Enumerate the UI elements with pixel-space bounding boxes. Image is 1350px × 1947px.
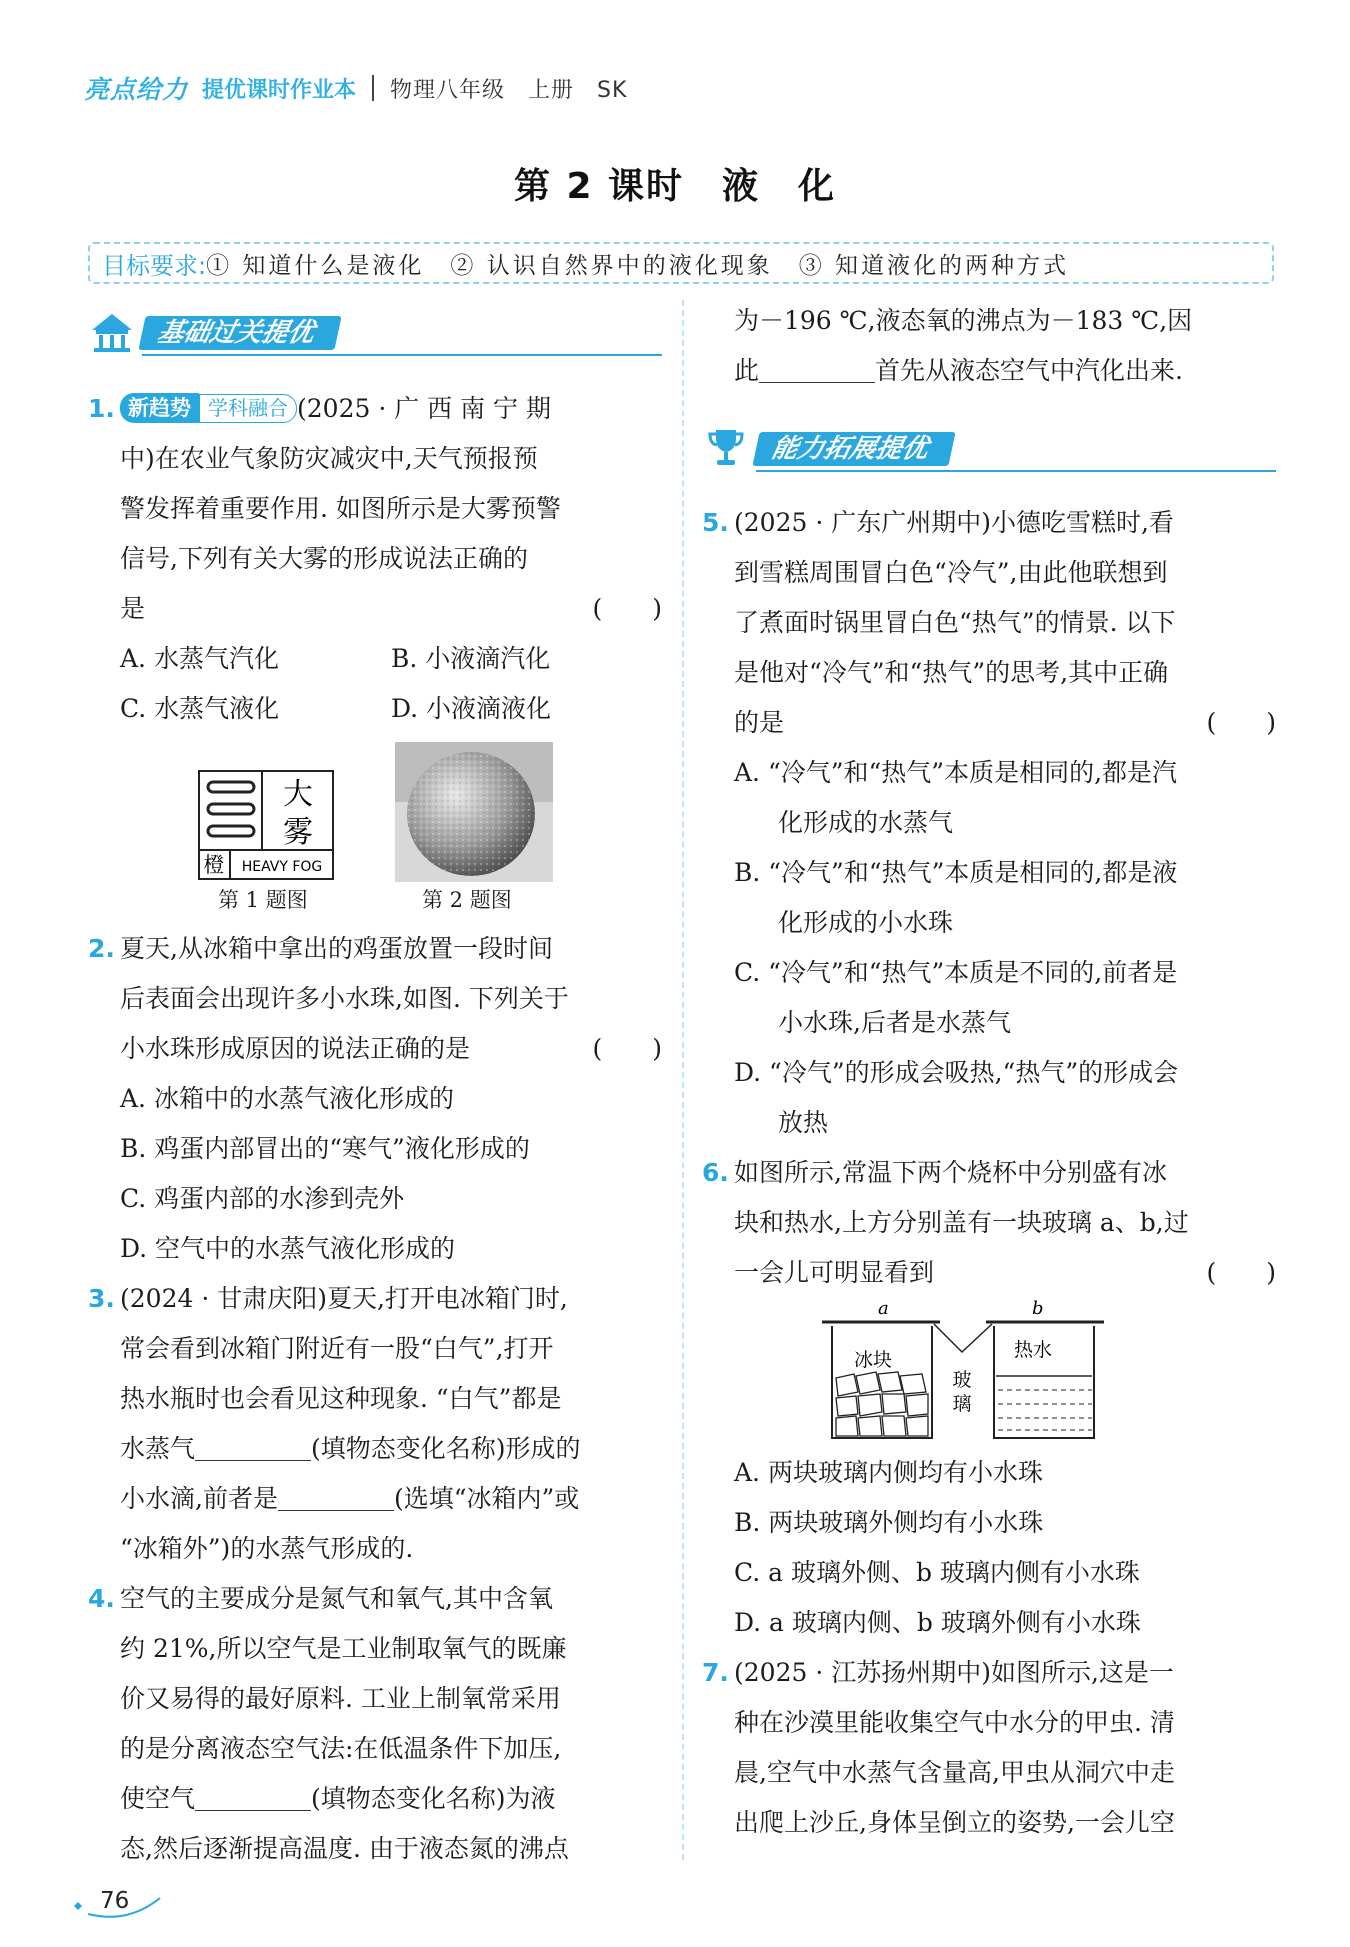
discipline-badge: 学科融合 xyxy=(199,394,297,423)
figure-6 xyxy=(702,1298,1276,1448)
q1-line-5 xyxy=(88,584,662,634)
section-title-extend: 能力拓展提优 xyxy=(752,432,955,466)
q1-option-b: B. 小液滴汽化 xyxy=(391,644,551,673)
q5-option-d-1: D. “冷气”的形成会吸热,“热气”的形成会 xyxy=(734,1058,1179,1087)
right-column xyxy=(702,498,1276,1848)
q4-text-8a: 此 xyxy=(734,356,760,385)
q6-option-a: A. 两块玻璃内侧均有小水珠 xyxy=(734,1458,1043,1487)
q7-line-4: 出爬上沙丘,身体呈倒立的姿势,一会儿空 xyxy=(734,1808,1175,1837)
fog-warning-sign xyxy=(198,770,334,880)
q4-line-1 xyxy=(88,1574,662,1624)
q3-text-1: (2024 · 甘肃庆阳)夏天,打开电冰箱门时, xyxy=(120,1284,568,1313)
q1-options-row-2 xyxy=(88,684,662,734)
egg-photo xyxy=(395,742,553,882)
sign-color-label: 橙 xyxy=(203,853,225,877)
q1-line-3: 警发挥着重要作用. 如图所示是大雾预警 xyxy=(120,494,561,523)
q5-option-c-1: C. “冷气”和“热气”本质是不同的,前者是 xyxy=(734,958,1178,987)
q1-line-1 xyxy=(88,384,662,434)
brand-logo: 亮点给力 xyxy=(84,75,189,104)
page-number: 76 xyxy=(100,1888,130,1914)
sign-char-big: 大 xyxy=(283,777,313,812)
q1-source: (2025 · 广 西 南 宁 期 xyxy=(297,394,552,423)
q6-line-3 xyxy=(702,1248,1276,1298)
q4-text-1: 空气的主要成分是氮气和氧气,其中含氧 xyxy=(120,1584,553,1613)
building-icon xyxy=(88,308,136,356)
glass-a-label: a xyxy=(878,1298,889,1319)
q6-option-d: D. a 玻璃内侧、b 玻璃外侧有小水珠 xyxy=(734,1608,1141,1637)
q1-line-2: 中)在农业气象防灾减灾中,天气预报预 xyxy=(120,444,538,473)
q5-line-3: 了煮面时锅里冒白色“热气”的情景. 以下 xyxy=(734,608,1176,637)
q5-line-2: 到雪糕周围冒白色“冷气”,由此他联想到 xyxy=(734,558,1168,587)
q5-line-4: 是他对“冷气”和“热气”的思考,其中正确 xyxy=(734,658,1169,687)
figure-2-caption: 第 2 题图 xyxy=(422,888,512,912)
q7-text-1: (2025 · 江苏扬州期中)如图所示,这是一 xyxy=(734,1658,1174,1687)
q2-option-d: D. 空气中的水蒸气液化形成的 xyxy=(120,1234,456,1263)
sign-english-label: HEAVY FOG xyxy=(241,859,323,875)
q4-blank-2[interactable] xyxy=(759,353,875,383)
lesson-title: 第 2 课时 液 化 xyxy=(513,166,837,207)
q3-line-5 xyxy=(88,1474,662,1524)
q2-line-3 xyxy=(88,1024,662,1074)
q5-option-a-1: A. “冷气”和“热气”本质是相同的,都是汽 xyxy=(734,758,1178,787)
page-header xyxy=(84,68,627,108)
q5-line-5 xyxy=(702,698,1276,748)
q5-option-c-2: 小水珠,后者是水蒸气 xyxy=(778,1008,1011,1037)
q2-line-2: 后表面会出现许多小水珠,如图. 下列关于 xyxy=(120,984,569,1013)
q5-line-1 xyxy=(702,498,1276,548)
q5-answer-paren: ( ) xyxy=(1206,708,1276,737)
q6-last-text: 一会儿可明显看到 xyxy=(734,1258,935,1287)
right-column-top xyxy=(702,296,1276,396)
q6-answer-paren: ( ) xyxy=(1206,1258,1276,1287)
q5-option-b-1: B. “冷气”和“热气”本质是相同的,都是液 xyxy=(734,858,1178,887)
q7-line-1 xyxy=(702,1648,1276,1698)
section-banner-basic xyxy=(88,308,662,356)
q4-line-4: 的是分离液态空气法:在低温条件下加压, xyxy=(120,1734,562,1763)
goals-label: 目标要求: xyxy=(102,251,207,280)
q4-line-6: 态,然后逐渐提高温度. 由于液态氮的沸点 xyxy=(120,1834,569,1863)
figure-1-caption: 第 1 题图 xyxy=(218,888,308,912)
q5-number: 5. xyxy=(702,508,729,537)
q2-last-text: 小水珠形成原因的说法正确的是 xyxy=(120,1034,471,1063)
q3-text-4a: 水蒸气 xyxy=(120,1434,196,1463)
q4-text-5b: (填物态变化名称)为液 xyxy=(311,1784,556,1813)
q4-text-5a: 使空气 xyxy=(120,1784,196,1813)
q1-option-d: D. 小液滴液化 xyxy=(391,694,552,723)
sign-char-fog: 雾 xyxy=(283,815,313,850)
q2-line-1 xyxy=(88,924,662,974)
q1-answer-paren: ( ) xyxy=(592,594,662,623)
left-column xyxy=(88,384,662,1874)
q5-last-text: 的是 xyxy=(734,708,785,737)
q3-line-3: 热水瓶时也会看见这种现象. “白气”都是 xyxy=(120,1384,562,1413)
q2-text-1: 夏天,从冰箱中拿出的鸡蛋放置一段时间 xyxy=(120,934,553,963)
header-separator xyxy=(372,75,374,101)
figures-1-2 xyxy=(88,734,662,924)
q5-option-d-2: 放热 xyxy=(778,1108,829,1137)
q4-text-8b: 首先从液态空气中汽化出来. xyxy=(875,356,1183,385)
q2-option-b: B. 鸡蛋内部冒出的“寒气”液化形成的 xyxy=(120,1134,530,1163)
goals-box xyxy=(88,242,1274,284)
q3-blank-2[interactable] xyxy=(278,1481,394,1511)
q4-line-5 xyxy=(88,1774,662,1824)
q3-number: 3. xyxy=(88,1284,115,1313)
q6-line-1 xyxy=(702,1148,1276,1198)
column-divider xyxy=(682,300,684,1860)
q1-line-4: 信号,下列有关大雾的形成说法正确的 xyxy=(120,544,528,573)
q1-option-a: A. 水蒸气汽化 xyxy=(120,644,279,673)
q1-options-row-1 xyxy=(88,634,662,684)
q2-number: 2. xyxy=(88,934,115,963)
q7-number: 7. xyxy=(702,1658,729,1687)
banner-underline xyxy=(142,354,662,356)
q1-option-c: C. 水蒸气液化 xyxy=(120,694,280,723)
q4-line-7: 为－196 ℃,液态氧的沸点为－183 ℃,因 xyxy=(734,306,1193,335)
q3-line-2: 常会看到冰箱门附近有一股“白气”,打开 xyxy=(120,1334,554,1363)
q4-blank-1[interactable] xyxy=(195,1781,311,1811)
q6-option-c: C. a 玻璃外侧、b 玻璃内侧有小水珠 xyxy=(734,1558,1140,1587)
trend-badge: 新趋势 xyxy=(120,393,199,423)
q6-text-1: 如图所示,常温下两个烧杯中分别盛有冰 xyxy=(734,1158,1167,1187)
q3-text-4b: (填物态变化名称)形成的 xyxy=(311,1434,581,1463)
q2-answer-paren: ( ) xyxy=(592,1034,662,1063)
q5-option-b-2: 化形成的小水珠 xyxy=(778,908,954,937)
hot-water xyxy=(998,1390,1092,1430)
q3-line-4 xyxy=(88,1424,662,1474)
banner-underline-2 xyxy=(756,470,1276,472)
section-banner-extend xyxy=(702,424,1276,472)
beakers-diagram xyxy=(822,1298,1122,1448)
q6-number: 6. xyxy=(702,1158,729,1187)
section-title-basic: 基础过关提优 xyxy=(138,316,341,350)
q2-option-c: C. 鸡蛋内部的水渗到壳外 xyxy=(120,1184,405,1213)
q3-line-1 xyxy=(88,1274,662,1324)
q3-blank-1[interactable] xyxy=(195,1431,311,1461)
q7-line-3: 晨,空气中水蒸气含量高,甲虫从洞穴中走 xyxy=(734,1758,1175,1787)
q4-number: 4. xyxy=(88,1584,115,1613)
q5-text-1: (2025 · 广东广州期中)小德吃雪糕时,看 xyxy=(734,508,1174,537)
q3-text-5b: (选填“冰箱内”或 xyxy=(393,1484,580,1513)
goals-text: ① 知道什么是液化 ② 认识自然界中的液化现象 ③ 知道液化的两种方式 xyxy=(206,252,1070,279)
q4-line-2: 约 21%,所以空气是工业制取氧气的既廉 xyxy=(120,1634,567,1663)
hot-water-label: 热水 xyxy=(1014,1339,1053,1361)
subject-grade: 物理八年级 上册 SK xyxy=(390,77,628,103)
ice-label: 冰块 xyxy=(854,1349,893,1371)
ice-cubes xyxy=(836,1372,928,1436)
q7-line-2: 种在沙漠里能收集空气中水分的甲虫. 清 xyxy=(734,1708,1175,1737)
q6-line-2: 块和热水,上方分别盖有一块玻璃 a、b,过 xyxy=(734,1208,1189,1237)
q2-option-a: A. 冰箱中的水蒸气液化形成的 xyxy=(120,1084,454,1113)
trophy-icon xyxy=(702,424,750,472)
glass-label-1: 玻 xyxy=(952,1369,972,1391)
q3-line-6: “冰箱外”)的水蒸气形成的. xyxy=(120,1534,414,1563)
q5-option-a-2: 化形成的水蒸气 xyxy=(778,808,954,837)
glass-b-label: b xyxy=(1032,1298,1044,1319)
q1-number: 1. xyxy=(88,394,115,423)
q3-text-5a: 小水滴,前者是 xyxy=(120,1484,278,1513)
q4-line-3: 价又易得的最好原料. 工业上制氧常采用 xyxy=(120,1684,561,1713)
q6-option-b: B. 两块玻璃外侧均有小水珠 xyxy=(734,1508,1044,1537)
q4-line-8 xyxy=(702,346,1276,396)
q1-last-text: 是 xyxy=(120,594,146,623)
glass-label-2: 璃 xyxy=(952,1393,972,1415)
series-name: 提优课时作业本 xyxy=(202,77,357,103)
